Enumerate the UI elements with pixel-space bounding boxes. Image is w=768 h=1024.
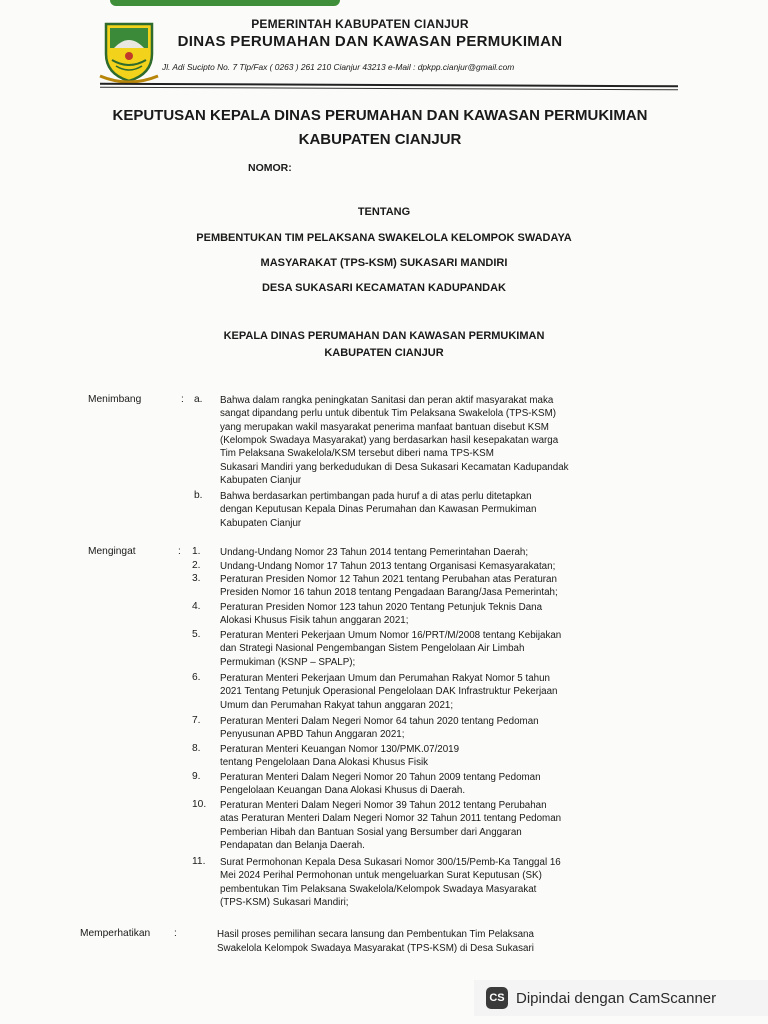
government-name: PEMERINTAH KABUPATEN CIANJUR [251,17,469,31]
item-text-line: Sukasari Mandiri yang berkedudukan di Desa Sukasari Kecamatan Kadupandak [220,461,569,473]
item-marker: 1. [192,546,201,557]
item-marker: 11. [192,856,206,867]
item-text-line: Undang-Undang Nomor 17 Tahun 2013 tentang Organisasi Kemasyarakatan; [220,561,556,572]
item-text-line: Presiden Nomor 16 tahun 2018 tentang Pengadaan Barang/Jasa Pemerintah; [220,587,558,599]
item-text-line: Kabupaten Cianjur [220,517,302,529]
item-text-line: Umum dan Perumahan Rakyat tahun anggaran 2021; [220,699,454,711]
item-text-line: Peraturan Menteri Pekerjaan Umum Nomor 16/PRT/M/2008 tentang Kebijakan [220,630,562,641]
item-text-line: Peraturan Menteri Dalam Negeri Nomor 64 tahun 2020 tentang Pedoman [220,716,539,727]
item-text-line: sangat dipandang perlu untuk dibentuk Tim Pelaksana Swakelola (TPS-KSM) [220,408,557,420]
item-text-line: Surat Permohonan Kepala Desa Sukasari Nomor 300/15/Pemb-Ka Tanggal 16 [220,857,561,868]
memperhatikan-label: Memperhatikan [80,928,151,939]
authority-line-2: KABUPATEN CIANJUR [324,347,444,359]
subject-line-2: MASYARAKAT (TPS-KSM) SUKASARI MANDIRI [260,257,508,269]
memperhatikan-colon: : [174,928,177,939]
item-marker: a. [194,394,203,405]
decree-title-region: KABUPATEN CIANJUR [298,131,462,148]
letterhead-rule-thin [100,87,678,91]
item-text-line: Bahwa berdasarkan pertimbangan pada huruf a di atas perlu ditetapkan [220,491,532,502]
camscanner-watermark [474,980,768,1016]
subject-line-1: PEMBENTUKAN TIM PELAKSANA SWAKELOLA KELOMPOK SWADAYA [196,232,572,244]
decree-title: KEPUTUSAN KEPALA DINAS PERUMAHAN DAN KAWASAN PERMUKIMAN [112,107,648,124]
item-text-line: Peraturan Menteri Pekerjaan Umum dan Perumahan Rakyat Nomor 5 tahun [220,673,550,684]
top-green-strip [110,0,340,6]
item-text-line: Tim Pelaksana Swakelola/KSM tersebut diberi nama TPS-KSM [220,448,494,460]
tentang-heading: TENTANG [357,206,411,218]
item-text-line: atas Peraturan Menteri Dalam Negeri Nomor 32 Tahun 2011 tentang Pedoman [220,813,562,825]
item-text-line: yang merupakan wakil masyarakat penerima manfaat bantuan disebut KSM [220,421,549,433]
item-text-line: dengan Keputusan Kepala Dinas Perumahan dan Kawasan Permukiman [220,504,537,516]
authority-line-1: KEPALA DINAS PERUMAHAN DAN KAWASAN PERMUKIMAN [223,330,545,342]
item-marker: 3. [192,573,201,584]
item-marker: 9. [192,771,201,782]
item-text-line: pembentukan Tim Pelaksana Swakelola/Kelompok Swadaya Masyarakat [220,883,537,895]
item-text-line: Bahwa dalam rangka peningkatan Sanitasi dan peran aktif masyarakat maka [220,395,554,406]
item-text-line: (TPS-KSM) Sukasari Mandiri; [220,896,349,908]
subject-line-3: DESA SUKASARI KECAMATAN KADUPANDAK [261,282,507,294]
item-text-line: Penyusunan APBD Tahun Anggaran 2021; [220,729,405,741]
camscanner-text: Dipindai dengan CamScanner [516,989,717,1007]
item-marker: 6. [192,672,201,683]
item-marker: b. [194,490,203,501]
item-marker: 2. [192,560,201,571]
mengingat-colon: : [178,546,181,557]
agency-address: Jl. Adi Sucipto No. 7 Tlp/Fax ( 0263 ) 261 210 Cianjur 43213 e-Mail : dpkpp.cianjur@gmail.com [162,62,515,72]
item-text-line: Peraturan Presiden Nomor 12 Tahun 2021 tentang Perubahan atas Peraturan [220,574,557,585]
item-text-line: Peraturan Menteri Keuangan Nomor 130/PMK.07/2019 [220,744,460,755]
item-marker: 10. [192,799,207,810]
item-text-line: dan Strategi Nasional Pengembangan Sistem Pengelolaan Air Limbah [220,643,525,655]
letterhead [0,14,768,84]
item-text-line: Mei 2024 Perihal Permohonan untuk mengeluarkan Surat Keputusan (SK) [220,870,542,882]
camscanner-icon: CS [486,987,508,1009]
item-text-line: Peraturan Menteri Dalam Negeri Nomor 20 Tahun 2009 tentang Pedoman [220,772,541,783]
item-text-line: tentang Pengelolaan Dana Alokasi Khusus Fisik [220,757,429,769]
item-text-line: Permukiman (KSNP – SPALP); [220,656,356,668]
memperhatikan-line: Hasil proses pemilihan secara lansung dan Pembentukan Tim Pelaksana [217,929,534,940]
menimbang-label: Menimbang [88,394,142,405]
item-marker: 7. [192,715,201,726]
item-marker: 4. [192,601,201,612]
item-text-line: Pemberian Hibah dan Bantuan Sosial yang Bersumber dari Anggaran [220,826,522,838]
item-marker: 8. [192,743,201,754]
item-text-line: Pengelolaan Keuangan Dana Alokasi Khusus di Daerah. [220,785,466,797]
decree-number-label: NOMOR: [248,162,292,174]
menimbang-colon: : [181,394,184,405]
item-text-line: 2021 Tentang Petunjuk Operasional Pengelolaan DAK Infrastruktur Pekerjaan [220,686,558,698]
mengingat-label: Mengingat [88,546,136,557]
item-text-line: Alokasi Khusus Fisik tahun anggaran 2021; [220,615,409,627]
item-text-line: (Kelompok Swadaya Masyarakat) yang berdasarkan hasil kesepakatan warga [220,434,559,446]
agency-name: DINAS PERUMAHAN DAN KAWASAN PERMUKIMAN [177,33,563,50]
memperhatikan-line: Swakelola Kelompok Swadaya Masyarakat (TPS-KSM) di Desa Sukasari [217,943,534,954]
item-text-line: Peraturan Presiden Nomor 123 tahun 2020 Tentang Petunjuk Teknis Dana [220,602,543,613]
item-text-line: Undang-Undang Nomor 23 Tahun 2014 tentang Pemerintahan Daerah; [220,547,529,558]
item-marker: 5. [192,629,201,640]
item-text-line: Kabupaten Cianjur [220,474,302,486]
item-text-line: Peraturan Menteri Dalam Negeri Nomor 39 Tahun 2012 tentang Perubahan [220,800,547,811]
item-text-line: Pendapatan dan Belanja Daerah. [220,839,365,851]
